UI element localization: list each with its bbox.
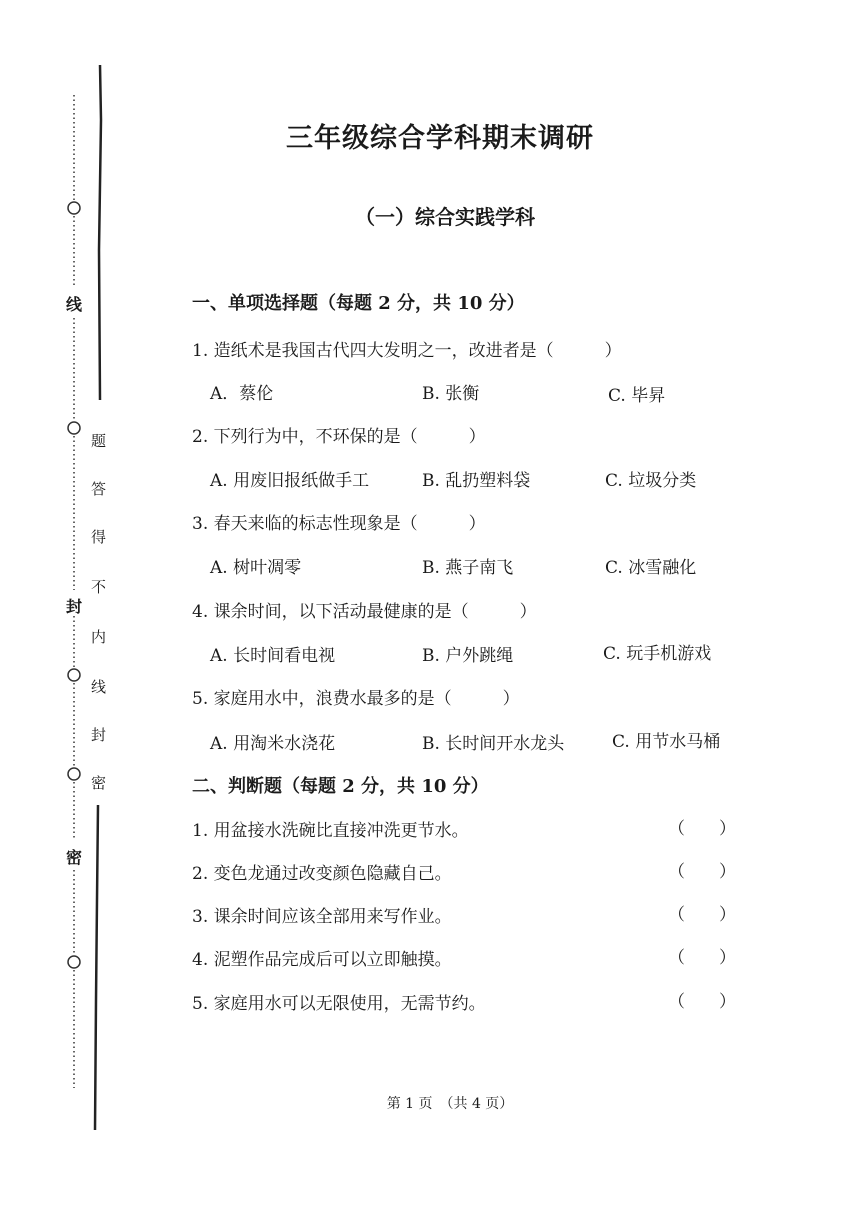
binding-hole-circle <box>68 669 80 681</box>
binding-hole-circle <box>68 956 80 968</box>
option-c: C. 冰雪融化 <box>605 558 697 578</box>
option-a: A. 长时间看电视 <box>210 646 336 666</box>
answer-parentheses: （ ） <box>668 819 736 839</box>
option-c: C. 用节水马桶 <box>612 732 721 752</box>
option-b: B. 户外跳绳 <box>422 646 514 666</box>
margin-inner-char: 题 <box>91 432 107 450</box>
judgment-item: 3. 课余时间应该全部用来写作业。 <box>192 907 452 927</box>
option-c: C. 毕昇 <box>608 386 666 406</box>
question-text: 1. 造纸术是我国古代四大发明之一，改进者是（ ） <box>192 341 622 361</box>
binding-solid-line <box>95 805 98 1130</box>
option-c: C. 垃圾分类 <box>605 471 697 491</box>
option-a: A. 树叶凋零 <box>210 558 302 578</box>
answer-parentheses: （ ） <box>668 948 736 968</box>
option-b: B. 燕子南飞 <box>422 558 514 578</box>
margin-inner-char: 密 <box>91 774 107 792</box>
question-text: 4. 课余时间，以下活动最健康的是（ ） <box>192 602 537 622</box>
margin-inner-char: 不 <box>91 578 107 596</box>
binding-hole-circle <box>68 422 80 434</box>
answer-parentheses: （ ） <box>668 992 736 1012</box>
option-a: A. 用淘米水浇花 <box>210 734 336 754</box>
margin-char-mi: 密 <box>66 848 83 867</box>
exam-subtitle: （一）综合实践学科 <box>355 205 535 229</box>
option-b: B. 长时间开水龙头 <box>422 734 565 754</box>
margin-inner-char: 封 <box>91 726 107 744</box>
section-heading-judgment: 二、判断题（每题 2 分，共 10 分） <box>192 776 489 797</box>
binding-hole-circle <box>68 768 80 780</box>
answer-parentheses: （ ） <box>668 862 736 882</box>
margin-inner-char: 内 <box>91 628 107 646</box>
exam-title: 三年级综合学科期末调研 <box>286 123 594 154</box>
question-text: 2. 下列行为中，不环保的是（ ） <box>192 427 486 447</box>
judgment-item: 2. 变色龙通过改变颜色隐藏自己。 <box>192 864 452 884</box>
margin-inner-char: 得 <box>91 528 107 546</box>
option-b: B. 乱扔塑料袋 <box>422 471 531 491</box>
margin-char-feng: 封 <box>66 597 83 616</box>
answer-parentheses: （ ） <box>668 905 736 925</box>
section-heading-choice: 一、单项选择题（每题 2 分，共 10 分） <box>192 293 525 314</box>
page-footer: 第 1 页 （共 4 页） <box>386 1096 514 1112</box>
option-b: B. 张衡 <box>422 384 480 404</box>
option-a: A. 用废旧报纸做手工 <box>210 471 370 491</box>
margin-inner-char: 答 <box>91 480 107 498</box>
judgment-item: 1. 用盆接水洗碗比直接冲洗更节水。 <box>192 821 469 841</box>
option-c: C. 玩手机游戏 <box>603 644 712 664</box>
option-a: A．蔡伦 <box>210 384 274 404</box>
judgment-item: 5. 家庭用水可以无限使用，无需节约。 <box>192 994 486 1014</box>
question-text: 3. 春天来临的标志性现象是（ ） <box>192 514 486 534</box>
margin-inner-char: 线 <box>91 678 107 696</box>
question-text: 5. 家庭用水中，浪费水最多的是（ ） <box>192 689 520 709</box>
judgment-item: 4. 泥塑作品完成后可以立即触摸。 <box>192 950 452 970</box>
margin-char-xian: 线 <box>66 295 83 314</box>
